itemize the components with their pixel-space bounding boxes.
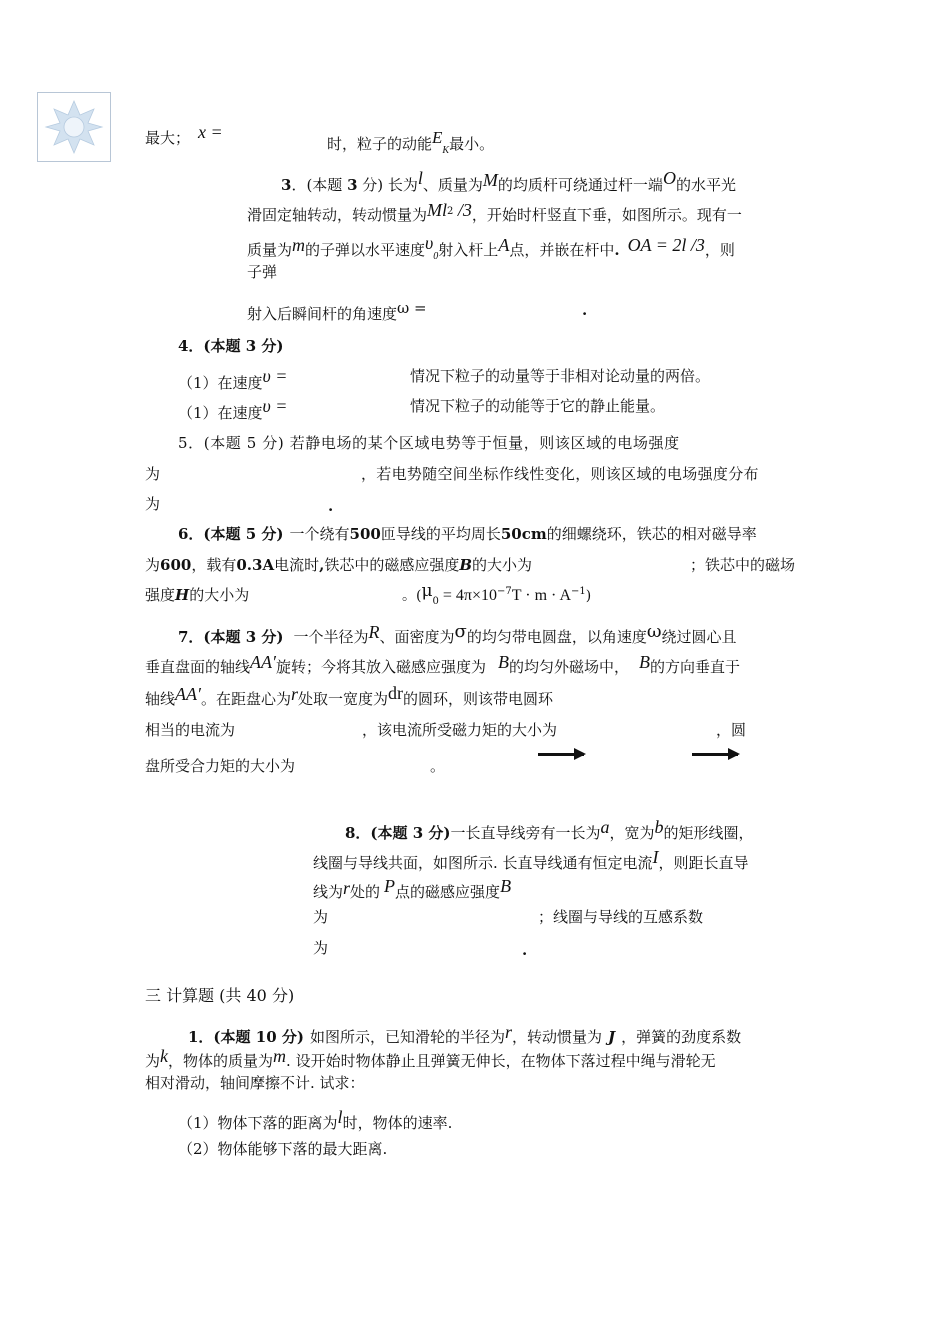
q6-l3a: 强度 xyxy=(145,586,176,604)
arrow-icon xyxy=(538,753,584,756)
c1-s1b: 时，物体的速率. xyxy=(342,1114,453,1132)
q6-l1d: 的细螺绕环，铁芯的相对磁导率 xyxy=(546,525,757,543)
q7-l1e: 绕过圆心且 xyxy=(661,628,737,646)
q7-l3a: 轴线 xyxy=(145,690,176,708)
q8-l3c: 点的磁感应强度 xyxy=(395,883,501,901)
q7-l2c: 的均匀外磁场中， xyxy=(508,658,629,676)
c1-line2 xyxy=(145,1046,716,1071)
q4-r1a: （1）在速度 xyxy=(178,374,263,392)
q8-l5a: 为 xyxy=(313,939,329,957)
q4-r2v: υ = xyxy=(262,396,288,416)
q3-v: υ xyxy=(425,233,434,253)
q7-l5a: 盘所受合力矩的大小为 xyxy=(145,757,296,775)
q7-l3b: 。在距盘心为 xyxy=(200,690,291,708)
q8-l3b: 处的 xyxy=(350,883,381,901)
q3-line5 xyxy=(247,298,427,324)
q8-a: a xyxy=(600,817,610,837)
q7-R: R xyxy=(368,622,380,642)
q2-text: 最大； xyxy=(145,129,191,147)
q2-E: E xyxy=(432,128,443,147)
q7-sigma: σ xyxy=(454,621,467,642)
c1-sub2: （2）物体能够下落的最大距离. xyxy=(178,1140,388,1158)
c1-r: r xyxy=(504,1022,512,1042)
q7-l1c: 、面密度为 xyxy=(379,628,455,646)
q3-p2: 3 xyxy=(347,176,358,194)
q7-line1 xyxy=(178,622,737,647)
c1-l1b: 如图所示，已知滑轮的半径为 xyxy=(309,1028,505,1046)
q3-p1: ．(本题 xyxy=(291,176,348,194)
q6-n600: 600 xyxy=(160,556,192,574)
c1-J: J xyxy=(608,1028,616,1046)
q5-l3a: 为 xyxy=(145,495,161,513)
q3-line1 xyxy=(281,168,736,195)
q5-l2a: 为 xyxy=(145,465,161,483)
q6-n500: 500 xyxy=(349,525,381,543)
q7-l3c: 处取一宽度为 xyxy=(297,690,388,708)
q7-dr: dr xyxy=(388,683,403,703)
q6-H: H xyxy=(175,586,190,604)
q8-l4b: ；线圈与导线的互感系数 xyxy=(538,908,704,926)
section-title: 三 计算题 (共 40 分) xyxy=(145,986,295,1005)
q6-l3d: = 4π×10 xyxy=(442,587,498,604)
q8-l1c: ，宽为 xyxy=(609,824,655,842)
q3-OA: OA = 2l /3 xyxy=(627,235,705,255)
q2-b: 时，粒子的动能 xyxy=(327,135,433,153)
q3-l: l xyxy=(417,168,423,188)
q4-r2a: （1）在速度 xyxy=(178,404,263,422)
q7-AA: AA′ xyxy=(250,652,276,672)
q8-l2b: ，则距长直导 xyxy=(658,854,749,872)
q8-B: B xyxy=(500,876,512,896)
q8-l3a: 线为 xyxy=(313,883,344,901)
q8-line3 xyxy=(313,876,511,902)
q7-l2d: 的方向垂直于 xyxy=(649,658,740,676)
q8-r: r xyxy=(343,878,351,898)
q3-p6: 的水平光 xyxy=(675,176,736,194)
q3-num: 3 xyxy=(281,176,292,194)
q3-p5: 的均质杆可绕通过杆一端 xyxy=(497,176,663,194)
q8-l2: 线圈与导线共面，如图所示. 长直导线通有恒定电流 xyxy=(313,854,653,872)
q3-omega: ω = xyxy=(397,299,427,317)
q5-l2b: ，若电势随空间坐标作线性变化，则该区域的电场强度分布 xyxy=(361,465,759,483)
q3-blank-end: . xyxy=(582,301,588,319)
q7-omega: ω xyxy=(646,621,662,642)
c1-l1c: ，转动惯量为 xyxy=(511,1028,602,1046)
q7-r: r xyxy=(290,684,298,704)
q6-l2c: 电流时 xyxy=(274,556,320,574)
q6-l1a: 6．(本题 5 分) xyxy=(178,525,284,543)
q8-l5b: . xyxy=(522,941,528,959)
q4-r1v: υ = xyxy=(262,366,288,386)
q6-line2 xyxy=(145,555,532,575)
q8-b: b xyxy=(654,817,664,837)
q7-l4c: ，圆 xyxy=(716,721,747,739)
q7-l2a: 垂直盘面的轴线 xyxy=(145,658,251,676)
q5-line1: 5．(本题 5 分) 若静电场的某个区域电势等于恒量，则该区域的电场强度 xyxy=(178,434,680,452)
q6-comma: , xyxy=(319,556,325,574)
q3-m: m xyxy=(292,235,306,255)
q3-l3a: 质量为 xyxy=(247,241,293,259)
c1-l1a: 1．(本题 10 分) xyxy=(188,1028,304,1046)
q6-l3c: 。( xyxy=(402,588,422,604)
q6-mu: μ xyxy=(421,581,433,601)
q7-AA2: AA′ xyxy=(175,684,201,704)
c1-sub1 xyxy=(178,1107,452,1133)
q6-line3 xyxy=(145,585,249,605)
q3-div3: /3 xyxy=(453,200,472,220)
c1-l1d: ，弹簧的劲度系数 xyxy=(621,1028,742,1046)
q4-row2b: 情况下粒子的动能等于它的静止能量。 xyxy=(410,397,666,415)
c1-k: k xyxy=(160,1046,169,1066)
q6-l2e: 的大小为 xyxy=(472,556,533,574)
q8-l1d: 的矩形线圈， xyxy=(663,824,754,842)
c1-l: l xyxy=(337,1107,343,1127)
q6-l2f: ；铁芯中的磁场 xyxy=(690,556,796,574)
q7-l4a: 相当的电流为 xyxy=(145,721,236,739)
q6-l1c: 匝导线的平均周长 xyxy=(380,525,501,543)
q4-head: 4．(本题 3 分) xyxy=(178,337,284,355)
q6-l2d: 铁芯中的磁感应强度 xyxy=(324,556,460,574)
q7-l1d: 的均匀带电圆盘，以角速度 xyxy=(466,628,647,646)
q3-line4: 子弹 xyxy=(247,263,278,281)
q2-c: 最小。 xyxy=(449,135,495,153)
q3-Ml: Ml xyxy=(427,200,448,220)
c1-l2a: 为 xyxy=(145,1052,161,1070)
q6-amp: 0.3A xyxy=(236,556,275,574)
q5-l3b: . xyxy=(328,497,334,515)
q3-l2b: ，开始时杆竖直下垂，如图所示。现有一 xyxy=(471,206,742,224)
q2-tail-line xyxy=(145,128,190,148)
q7-l1a: 7．(本题 3 分) xyxy=(178,628,284,646)
q3-vsub: 0 xyxy=(433,251,439,262)
c1-m: m xyxy=(273,1046,287,1066)
c1-l2b: ，物体的质量为 xyxy=(168,1052,274,1070)
q6-cm50: 50cm xyxy=(500,525,547,543)
q8-l1a: 8．(本题 3 分) xyxy=(345,824,451,842)
q3-M: M xyxy=(482,170,498,190)
q7-l3d: 的圆环，则该带电圆环 xyxy=(403,690,554,708)
q7-l5b: 。 xyxy=(430,757,446,775)
c1-s1a: （1）物体下落的距离为 xyxy=(178,1114,338,1132)
q3-two: 2 xyxy=(447,206,454,217)
q6-l3b: 的大小为 xyxy=(189,586,250,604)
q4-row1b: 情况下粒子的动量等于非相对论动量的两倍。 xyxy=(410,367,711,385)
q3-line2 xyxy=(247,200,742,225)
q3-dot: . xyxy=(614,241,620,259)
watermark-logo xyxy=(37,92,111,162)
q6-exp7: −7 xyxy=(497,586,512,597)
q6-l1b: 一个绕有 xyxy=(289,525,350,543)
q3-l5a: 射入后瞬间杆的角速度 xyxy=(247,305,398,323)
q3-l3d: 点，并嵌在杆中 xyxy=(509,241,615,259)
q2-text2 xyxy=(327,128,494,161)
q2-x: x = xyxy=(198,122,223,142)
q6-line1 xyxy=(178,524,757,544)
q7-l2b: 旋转；今将其放入磁感应强度为 xyxy=(275,658,486,676)
q8-line1 xyxy=(345,817,754,843)
q7-l4b: ，该电流所受磁力矩的大小为 xyxy=(362,721,558,739)
arrow-icon xyxy=(692,753,738,756)
q8-line2 xyxy=(313,847,749,873)
q7-B: B xyxy=(497,652,509,672)
q8-I: I xyxy=(652,847,659,867)
q3-l3e: ，则 xyxy=(704,241,735,259)
q6-l3e: T · m · A xyxy=(511,587,572,604)
q6-l2a: 为 xyxy=(145,556,161,574)
c1-l2c: . 设开始时物体静止且弹簧无伸长，在物体下落过程中绳与滑轮无 xyxy=(286,1052,716,1070)
q6-l2b: ，载有 xyxy=(191,556,237,574)
q7-line2 xyxy=(145,652,740,677)
q7-l1b: 一个半径为 xyxy=(293,628,369,646)
q8-P: P xyxy=(384,876,396,896)
q3-l3b: 的子弹以水平速度 xyxy=(305,241,426,259)
q8-l4a: 为 xyxy=(313,908,329,926)
q4-row1 xyxy=(178,366,287,393)
q3-l2a: 滑固定轴转动，转动惯量为 xyxy=(247,206,428,224)
q7-B2: B xyxy=(638,652,650,672)
q3-O: O xyxy=(662,168,676,188)
q6-mu-formula xyxy=(402,581,591,612)
q6-exp1: −1 xyxy=(571,586,586,597)
c1-line1 xyxy=(188,1022,741,1047)
q6-B: B xyxy=(459,556,473,574)
q2-K: K xyxy=(442,145,450,156)
q6-l3f: ) xyxy=(585,588,592,604)
q8-l1b: 一长直导线旁有一长为 xyxy=(450,824,601,842)
q3-p3: 分) 长为 xyxy=(357,176,418,194)
q7-line3 xyxy=(145,683,553,709)
q3-l3c: 射入杆上 xyxy=(438,241,499,259)
q3-p4: 、质量为 xyxy=(422,176,483,194)
c1-line3: 相对滑动，轴间摩擦不计. 试求： xyxy=(145,1074,365,1092)
q3-line3 xyxy=(247,233,735,267)
q6-mu0: 0 xyxy=(432,596,439,607)
q4-row2 xyxy=(178,396,287,423)
q3-A: A xyxy=(498,235,510,255)
